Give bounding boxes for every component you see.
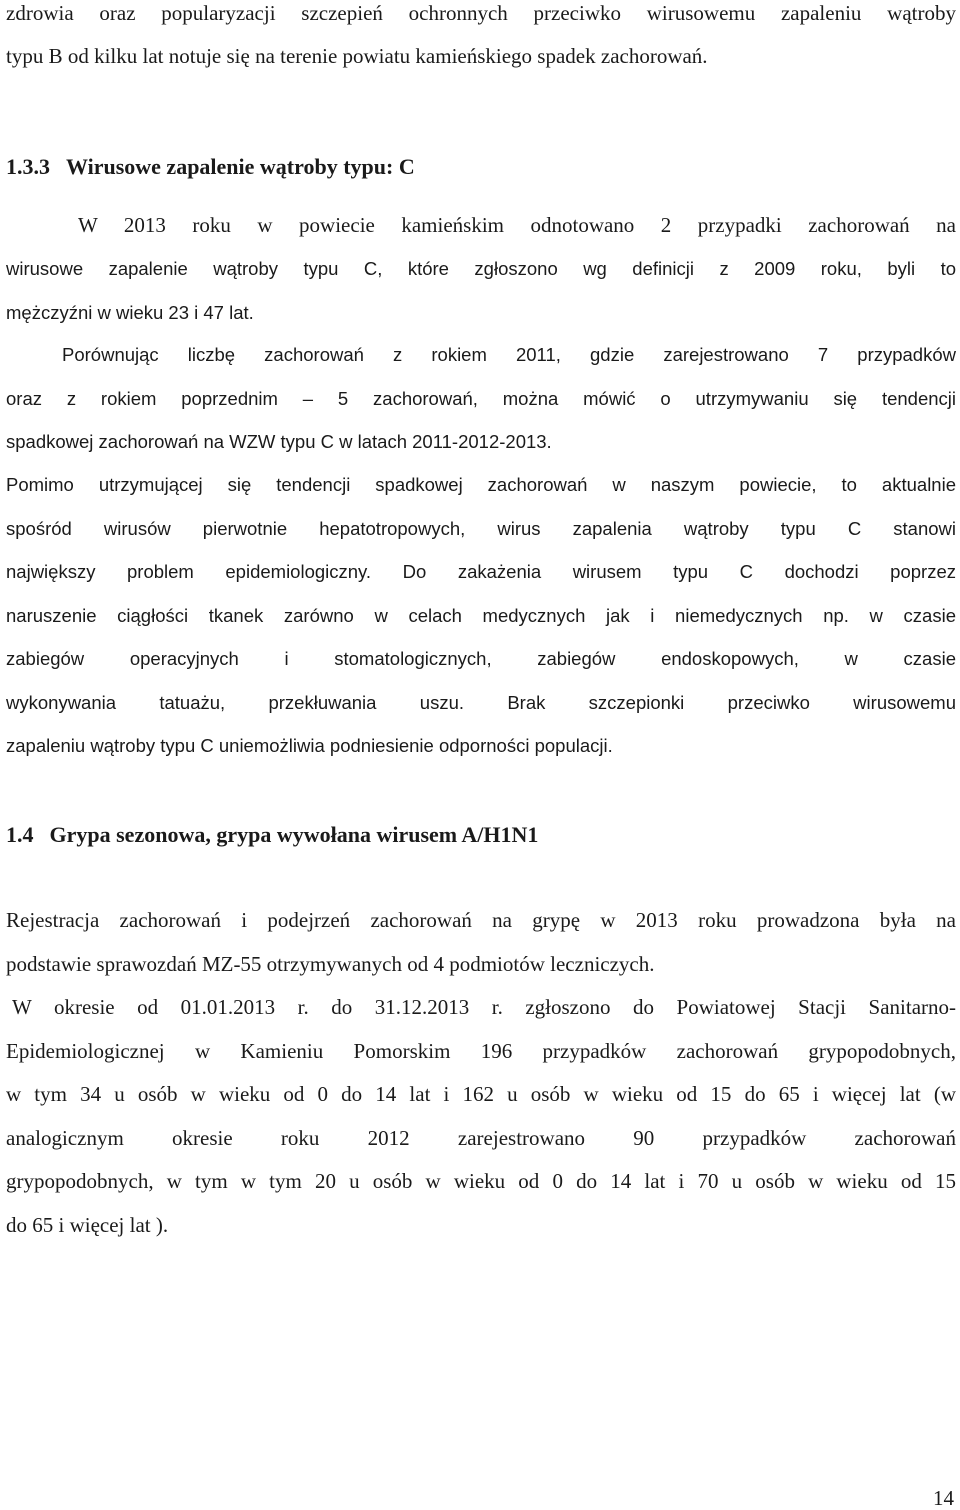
section-14-heading	[6, 821, 538, 849]
s133-p3-line-7: zapaleniu wątroby typu C uniemożliwia podniesienie odporności populacji.	[6, 735, 613, 756]
s14-p2-line-3: w tym 34 u osób w wieku od 0 do 14 lat i 162 u osób w wieku od 15 do 65 i więcej lat (w	[6, 1082, 956, 1106]
intro-line-1: zdrowia oraz popularyzacji szczepień ochronnych przeciwko wirusowemu zapaleniu wątroby	[6, 1, 956, 25]
section-133-number: 1.3.3	[6, 154, 50, 179]
s14-p2-line-4: analogicznym okresie roku 2012 zarejestrowano 90 przypadków zachorowań	[6, 1126, 956, 1150]
s14-p2-line-6: do 65 i więcej lat ).	[6, 1213, 169, 1237]
page-number: 14	[933, 1486, 954, 1510]
s14-p2-line-2: Epidemiologicznej w Kamieniu Pomorskim 196 przypadków zachorowań grypopodobnych,	[6, 1039, 956, 1063]
s133-p3-line-2: spośród wirusów pierwotnie hepatotropowych, wirus zapalenia wątroby typu C stanowi	[6, 518, 956, 539]
s133-p1-line-2: wirusowe zapalenie wątroby typu C, które zgłoszono wg definicji z 2009 roku, byli to	[6, 258, 956, 279]
s133-p3-line-3: największy problem epidemiologiczny. Do zakażenia wirusem typu C dochodzi poprzez	[6, 561, 956, 582]
s133-p1-line-1: W 2013 roku w powiecie kamieńskim odnotowano 2 przypadki zachorowań na	[78, 213, 956, 237]
s133-p2-line-3: spadkowej zachorowań na WZW typu C w latach 2011-2012-2013.	[6, 431, 552, 452]
s133-p3-line-4: naruszenie ciągłości tkanek zarówno w celach medycznych jak i niemedycznych np. w czasie	[6, 605, 956, 626]
s14-p1-line-1: Rejestracja zachorowań i podejrzeń zachorowań na grypę w 2013 roku prowadzona była na	[6, 908, 956, 932]
s133-p3-line-5: zabiegów operacyjnych i stomatologicznych, zabiegów endoskopowych, w czasie	[6, 648, 956, 669]
s133-p3-line-1: Pomimo utrzymującej się tendencji spadkowej zachorowań w naszym powiecie, to aktualnie	[6, 474, 956, 495]
s133-p2-line-1: Porównując liczbę zachorowań z rokiem 2011, gdzie zarejestrowano 7 przypadków	[62, 344, 956, 365]
intro-line-2: typu B od kilku lat notuje się na terenie powiatu kamieńskiego spadek zachorowań.	[6, 44, 708, 68]
section-14-title: Grypa sezonowa, grypa wywołana wirusem A/H1N1	[49, 822, 539, 847]
s14-p2-line-5: grypopodobnych, w tym w tym 20 u osób w wieku od 0 do 14 lat i 70 u osób w wieku od 15	[6, 1169, 956, 1193]
s133-p3-line-6: wykonywania tatuażu, przekłuwania uszu. Brak szczepionki przeciwko wirusowemu	[6, 692, 956, 713]
section-14-number: 1.4	[6, 822, 34, 847]
section-133-heading	[6, 153, 415, 181]
s133-p1-line-3: mężczyźni w wieku 23 i 47 lat.	[6, 302, 254, 323]
s14-p2-line-1: W okresie od 01.01.2013 r. do 31.12.2013 r. zgłoszono do Powiatowej Stacji Sanitarno-	[12, 995, 956, 1019]
section-133-title: Wirusowe zapalenie wątroby typu: C	[66, 154, 415, 179]
s14-p1-line-2: podstawie sprawozdań MZ-55 otrzymywanych od 4 podmiotów leczniczych.	[6, 952, 655, 976]
s133-p2-line-2: oraz z rokiem poprzednim – 5 zachorowań, można mówić o utrzymywaniu się tendencji	[6, 388, 956, 409]
